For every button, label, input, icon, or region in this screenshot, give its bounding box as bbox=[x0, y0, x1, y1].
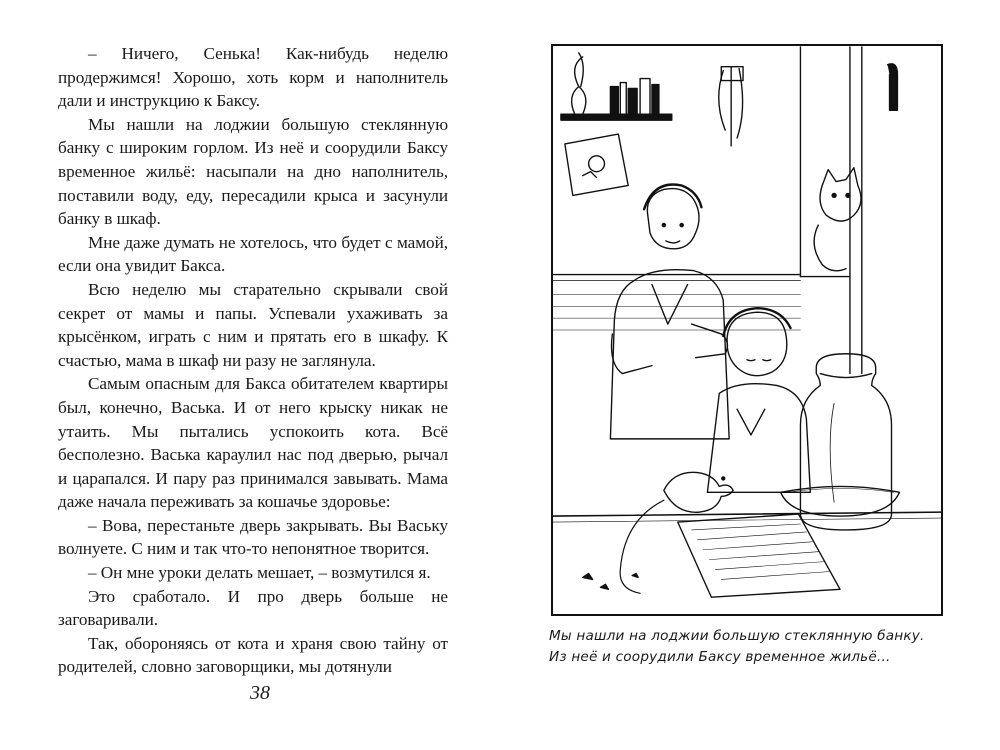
illustration bbox=[551, 44, 943, 616]
caption-line: Из неё и соорудили Баксу временное жильё... bbox=[549, 649, 891, 665]
paragraph: Так, обороняясь от кота и храня свою тайну от родителей, словно заговорщики, мы дотянули bbox=[58, 633, 448, 677]
paragraph: Всю неделю мы старательно скрывали свой секрет от мамы и папы. Успевали ухаживать за крысёнком, играть с ним и прятать его в шкафу. К счастью, мама в шкаф ни разу не заглянула. bbox=[58, 279, 448, 370]
paragraph: Самым опасным для Бакса обитателем квартиры был, конечно, Васька. И от него крыску никак не утаить. Мы пытались успокоить кота. Всё бесполезно. Васька караулил нас под дверью, рычал и царапался. И пару раз принимался завывать. Мама даже начала переживать за кошачье здоровье: bbox=[58, 374, 448, 512]
paragraph: Мне даже думать не хотелось, что будет с мамой, если она увидит Бакса. bbox=[58, 232, 448, 276]
paragraph: – Вова, перестаньте дверь закрывать. Вы Ваську волнуете. С ним и так что-то непонятное творится. bbox=[58, 515, 448, 559]
illustration-drawing bbox=[553, 46, 941, 614]
illustration-caption bbox=[549, 626, 949, 668]
paragraph: – Он мне уроки делать мешает, – возмутился я. bbox=[88, 563, 431, 583]
left-page-text bbox=[58, 42, 448, 679]
paragraph: – Ничего, Сенька! Как-нибудь неделю продержимся! Хорошо, хоть корм и наполнитель дали и инструкцию к Баксу. bbox=[58, 44, 448, 111]
paragraph: Мы нашли на лоджии большую стеклянную банку с широким горлом. Из неё и соорудили Баксу временное жильё: насыпали на дно наполнитель, поставили воду, еду, пересадили крыса и засунули банку в шкаф. bbox=[58, 114, 448, 229]
paragraph: Это сработало. И про дверь больше не заговаривали. bbox=[58, 586, 448, 630]
page-number: 38 bbox=[250, 682, 270, 704]
caption-line: Мы нашли на лоджии большую стеклянную банку. bbox=[549, 628, 925, 644]
